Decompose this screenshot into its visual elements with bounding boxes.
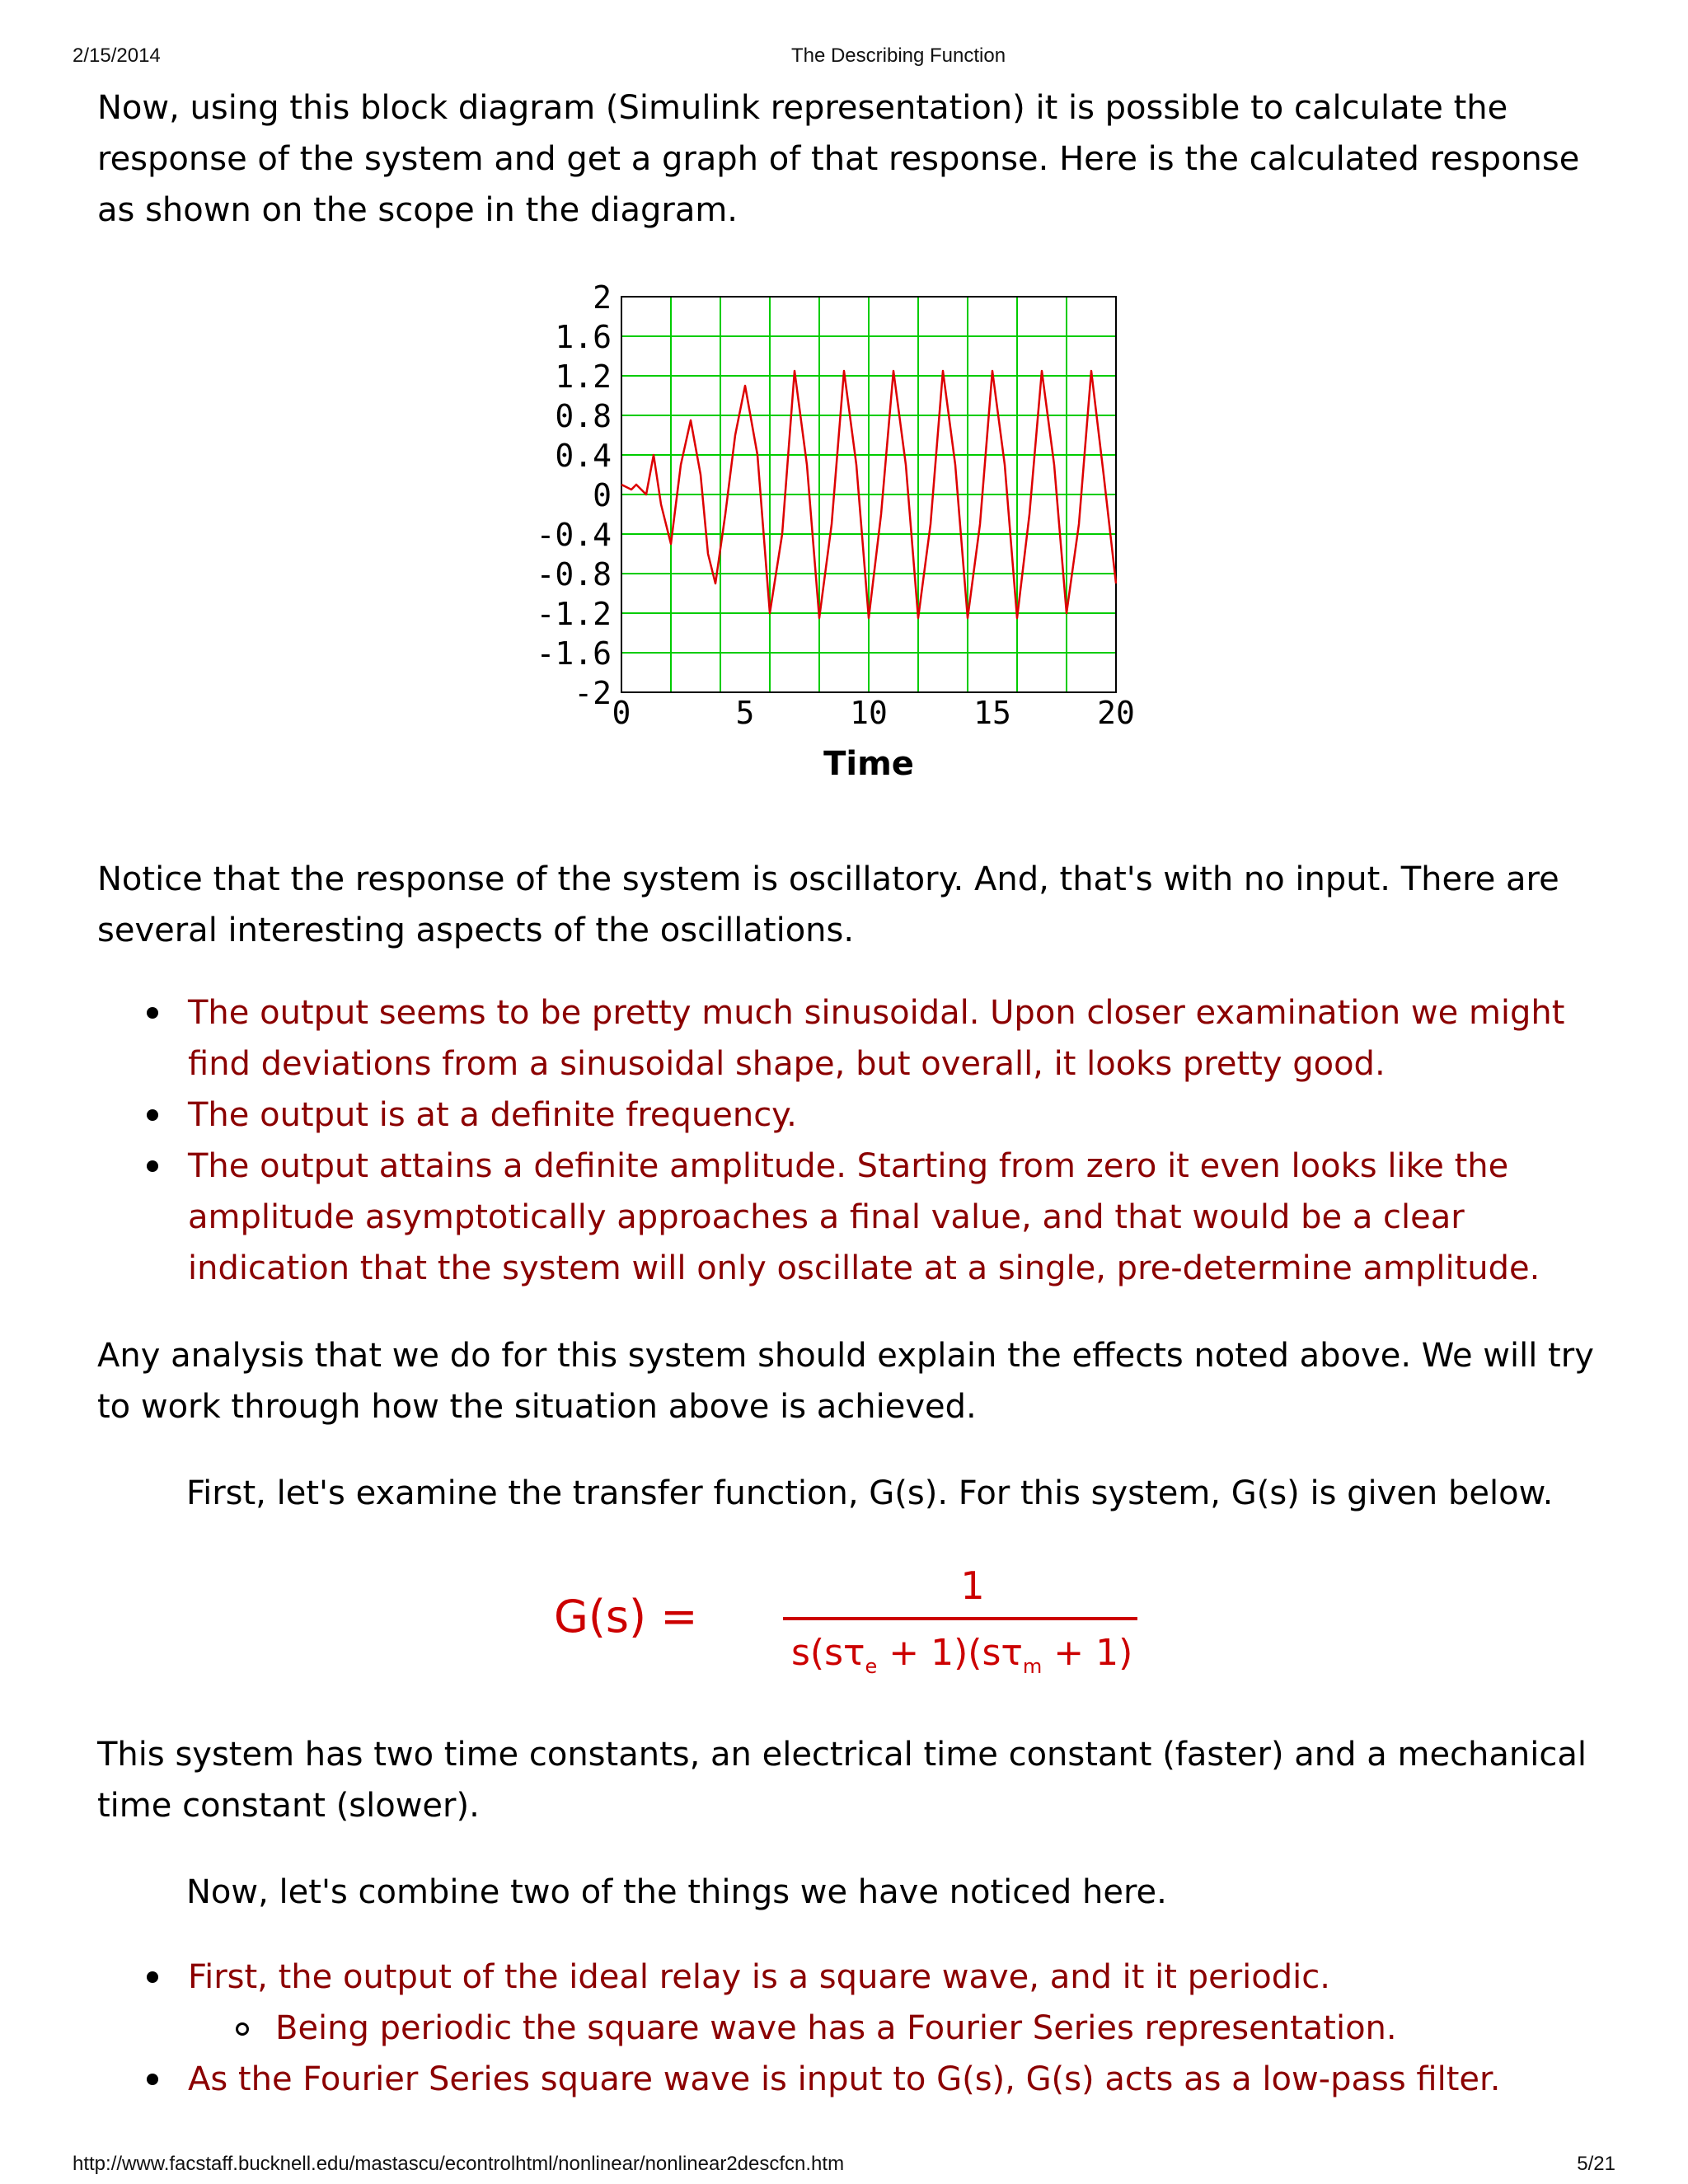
bullet-icon — [147, 1007, 158, 1019]
list-subitem — [0, 2003, 1615, 2054]
list-item — [0, 1141, 1615, 1294]
response-chart — [519, 280, 1179, 811]
footer-url: http://www.facstaff.bucknell.edu/mastascu/econtrolhtml/nonlinear/nonlinear2descfcn.htm — [73, 2153, 845, 2175]
y-tick-label: -1.2 — [536, 596, 612, 632]
y-tick-label: -0.4 — [536, 517, 612, 553]
response-chart-svg — [519, 280, 1179, 808]
formula-lhs: G(s) = — [554, 1591, 698, 1643]
x-tick-label: 20 — [1097, 695, 1135, 731]
list-item — [0, 1090, 1615, 1141]
list-item — [0, 1952, 1615, 2003]
bullet-icon — [147, 1971, 158, 1983]
paragraph-intro: Now, using this block diagram (Simulink representation) it is possible to calculate the response of the system and get a graph of that response. Here is the calculated response as shown on the scope in the diagram. — [97, 89, 1580, 229]
list-item-text: First, the output of the ideal relay is a square wave, and it it periodic. — [188, 1958, 1330, 1996]
x-tick-label: 15 — [973, 695, 1011, 731]
y-tick-label: -2 — [574, 675, 612, 711]
transfer-function-formula — [552, 1558, 1162, 1690]
x-tick-label: 0 — [612, 695, 631, 731]
list-item-text: The output seems to be pretty much sinusoidal. Upon closer examination we might find deviations from a sinusoidal shape, but overall, it looks pretty good. — [188, 994, 1565, 1083]
header-title: The Describing Function — [790, 45, 1006, 67]
observations-list — [0, 987, 1615, 1294]
bullet-icon — [147, 2074, 158, 2085]
list-item-text: As the Fourier Series square wave is input to G(s), G(s) acts as a low-pass filter. — [188, 2060, 1501, 2098]
list-item-text: The output is at a definite frequency. — [188, 1096, 797, 1134]
y-tick-label: 1.2 — [555, 359, 612, 395]
y-tick-label: 0.4 — [555, 438, 612, 474]
list-item — [0, 987, 1615, 1090]
y-tick-label: -0.8 — [536, 556, 612, 593]
y-tick-label: 2 — [593, 280, 612, 316]
paragraph-transfer-function: First, let's examine the transfer function, G(s). For this system, G(s) is given below. — [186, 1474, 1554, 1512]
formula-numerator: 1 — [960, 1563, 985, 1608]
formula-denominator: $s(s\tau_e + 1)(s\tau_m + 1)$ — [791, 1632, 1133, 1678]
combine-list — [0, 1952, 1615, 2105]
header-date: 2/15/2014 — [73, 45, 161, 67]
x-axis-label: Time — [823, 745, 914, 783]
formula-svg — [552, 1558, 1162, 1690]
y-tick-label: 1.6 — [555, 319, 612, 355]
paragraph-analysis: Any analysis that we do for this system should explain the effects noted above. We will try to work through how the situation above is achieved. — [97, 1337, 1594, 1426]
list-item-text: The output attains a definite amplitude. Starting from zero it even looks like the amplitude asymptotically approaches a final value, and that would be a clear indication that the system will only oscillate at a single, pre-determine amplitude. — [188, 1147, 1540, 1287]
list-item-text: Being periodic the square wave has a Fourier Series representation. — [275, 2009, 1397, 2047]
footer-page-number: 5/21 — [1577, 2153, 1615, 2175]
y-tick-label: 0 — [593, 477, 612, 513]
bullet-icon — [147, 1109, 158, 1121]
paragraph-oscillatory: Notice that the response of the system is oscillatory. And, that's with no input. There are several interesting aspects of the oscillations. — [97, 860, 1559, 949]
x-tick-label: 10 — [850, 695, 888, 731]
paragraph-combine: Now, let's combine two of the things we have noticed here. — [186, 1873, 1167, 1911]
x-tick-label: 5 — [735, 695, 755, 731]
hollow-bullet-icon — [236, 2022, 249, 2036]
y-tick-label: 0.8 — [555, 398, 612, 434]
bullet-icon — [147, 1160, 158, 1172]
list-item — [0, 2054, 1615, 2105]
paragraph-time-constants: This system has two time constants, an electrical time constant (faster) and a mechanical time constant (slower). — [97, 1736, 1587, 1825]
y-tick-label: -1.6 — [536, 635, 612, 672]
